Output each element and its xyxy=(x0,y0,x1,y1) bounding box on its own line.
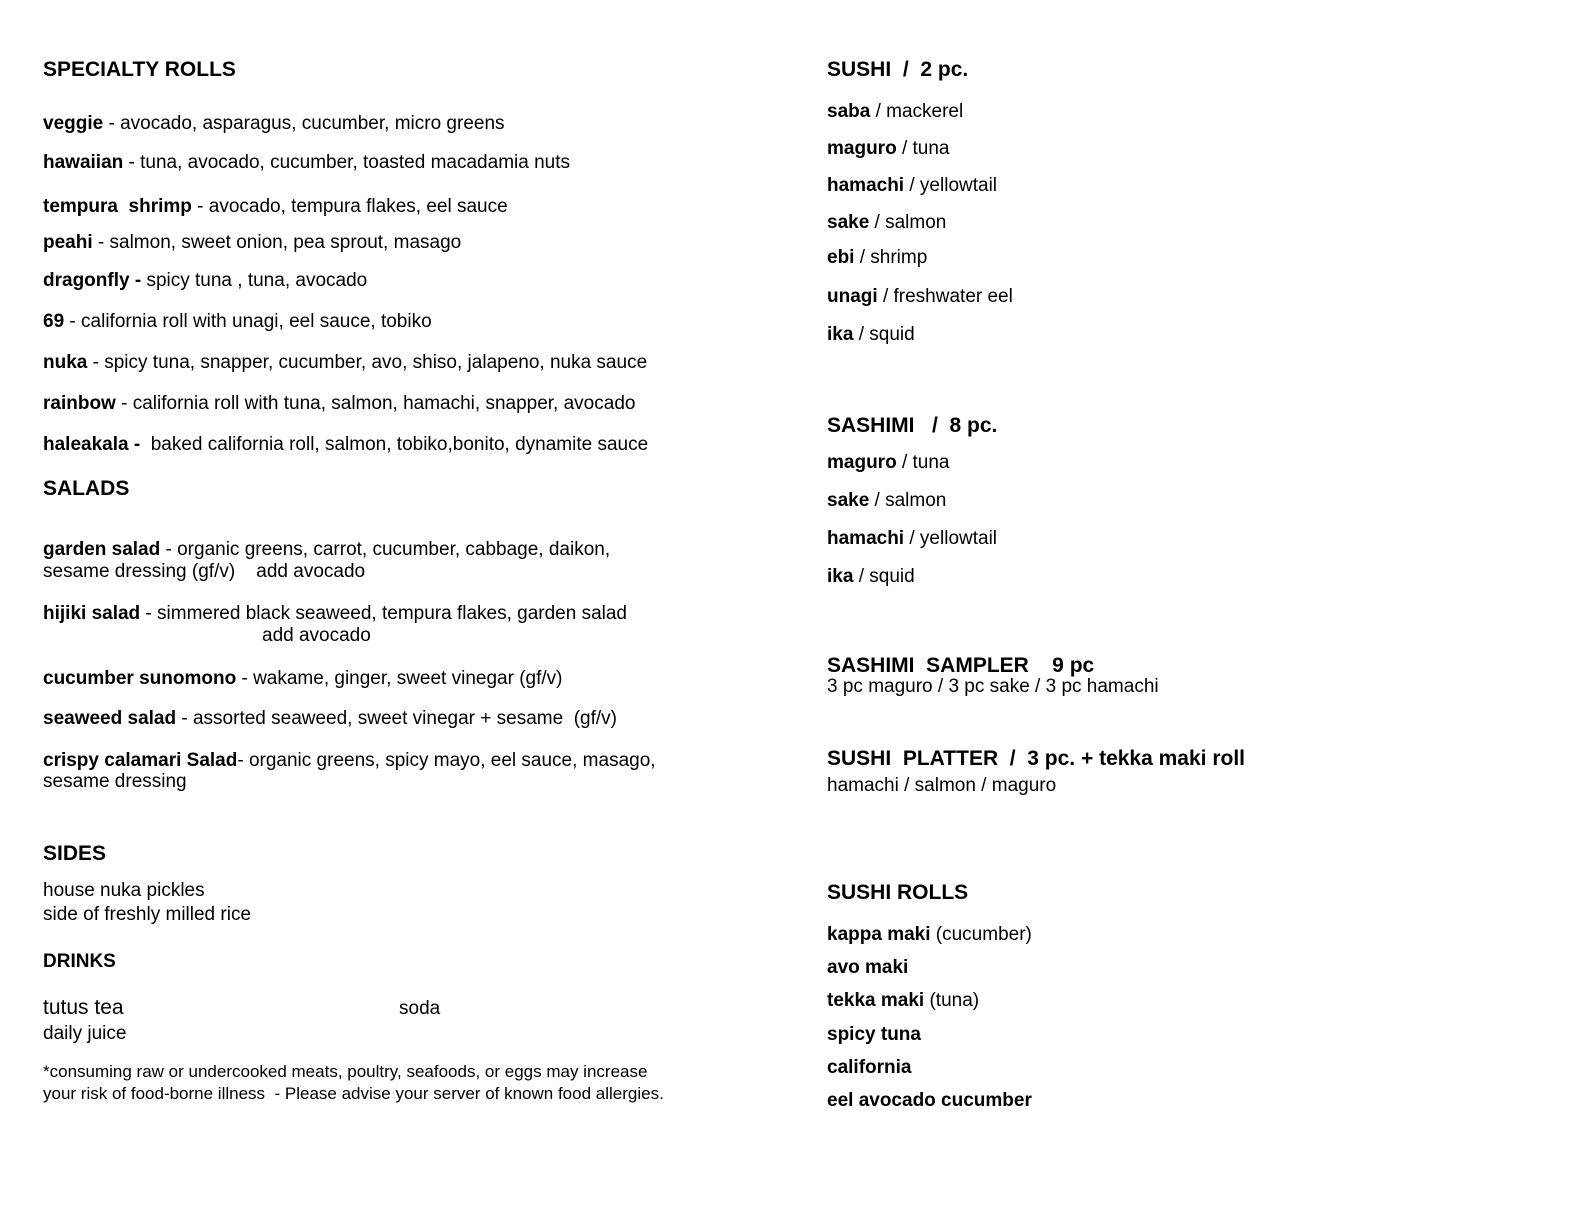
sushi-roll-spicy-tuna xyxy=(827,1024,921,1046)
drinks-heading: DRINKS xyxy=(43,951,116,972)
item-name: dragonfly - xyxy=(43,270,142,291)
item-desc: - organic greens, carrot, cucumber, cabbage, daikon, xyxy=(160,539,611,560)
drink-daily-juice: daily juice xyxy=(43,1023,127,1044)
item-desc: / shrimp xyxy=(854,247,928,268)
menu-item-garden-salad xyxy=(43,539,610,561)
item-desc: (tuna) xyxy=(924,990,980,1011)
item-desc: / salmon xyxy=(869,212,947,233)
sushi-item-ika xyxy=(827,324,915,346)
item-name: haleakala - xyxy=(43,434,141,455)
sushi-item-maguro xyxy=(827,138,950,160)
item-name: maguro xyxy=(827,138,897,159)
side-item: house nuka pickles xyxy=(43,880,205,901)
sushi-roll-avo-maki xyxy=(827,957,908,979)
item-desc: - simmered black seaweed, tempura flakes, garden salad xyxy=(140,603,628,624)
sushi-roll-kappa-maki xyxy=(827,924,1032,946)
item-name: saba xyxy=(827,101,871,122)
sushi-item-ebi xyxy=(827,247,927,269)
item-desc: spicy tuna , tuna, avocado xyxy=(141,270,368,291)
menu-item-dragonfly xyxy=(43,270,367,292)
item-name: california xyxy=(827,1057,912,1078)
menu-item-hawaiian xyxy=(43,152,570,174)
sushi-item-saba xyxy=(827,101,963,123)
item-desc: - wakame, ginger, sweet vinegar (gf/v) xyxy=(236,668,563,689)
item-name: ebi xyxy=(827,247,855,268)
item-name: hamachi xyxy=(827,175,905,196)
item-name: nuka xyxy=(43,352,88,373)
item-name: sake xyxy=(827,490,870,511)
item-name: rainbow xyxy=(43,393,116,414)
item-name: hawaiian xyxy=(43,152,124,173)
item-name: maguro xyxy=(827,452,897,473)
menu-item-crispy-calamari-salad xyxy=(43,750,656,772)
item-name: ika xyxy=(827,324,854,345)
item-name: ika xyxy=(827,566,854,587)
item-desc: (cucumber) xyxy=(930,924,1032,945)
sashimi-item-hamachi xyxy=(827,528,997,550)
item-name: avo maki xyxy=(827,957,909,978)
sushi-platter-desc: hamachi / salmon / maguro xyxy=(827,775,1057,796)
menu-item-peahi xyxy=(43,232,461,254)
item-desc: / mackerel xyxy=(870,101,964,122)
sushi-heading: SUSHI / 2 pc. xyxy=(827,58,969,81)
item-name: hamachi xyxy=(827,528,905,549)
drink-soda: soda xyxy=(399,998,441,1019)
menu-item-cucumber-sunomono xyxy=(43,668,563,690)
item-name: cucumber sunomono xyxy=(43,668,237,689)
item-name: veggie xyxy=(43,113,104,134)
item-name: sake xyxy=(827,212,870,233)
disclaimer-line1: *consuming raw or undercooked meats, poultry, seafoods, or eggs may increase xyxy=(43,1062,648,1081)
sushi-roll-eel-avocado-cucumber xyxy=(827,1090,1032,1112)
item-desc: - avocado, asparagus, cucumber, micro greens xyxy=(103,113,505,134)
menu-item-seaweed-salad xyxy=(43,708,617,730)
item-desc: - california roll with unagi, eel sauce, tobiko xyxy=(64,311,432,332)
item-desc: - assorted seaweed, sweet vinegar + sesame (gf/v) xyxy=(176,708,617,729)
menu-item-veggie xyxy=(43,113,505,135)
sashimi-sampler-heading: SASHIMI SAMPLER 9 pc xyxy=(827,654,1095,677)
item-desc: / tuna xyxy=(896,138,950,159)
item-name: 69 xyxy=(43,311,65,332)
item-desc: - spicy tuna, snapper, cucumber, avo, shiso, jalapeno, nuka sauce xyxy=(87,352,648,373)
item-desc: - organic greens, spicy mayo, eel sauce, masago, xyxy=(237,750,656,771)
item-desc: - salmon, sweet onion, pea sprout, masago xyxy=(92,232,462,253)
item-name: kappa maki xyxy=(827,924,931,945)
item-name: tekka maki xyxy=(827,990,925,1011)
specialty-rolls-heading: SPECIALTY ROLLS xyxy=(43,58,236,81)
sashimi-item-maguro xyxy=(827,452,950,474)
sushi-roll-california xyxy=(827,1057,911,1079)
item-name: seaweed salad xyxy=(43,708,177,729)
sides-heading: SIDES xyxy=(43,842,107,865)
item-name: eel avocado cucumber xyxy=(827,1090,1032,1111)
menu-item-crispy-calamari-salad-line2: sesame dressing xyxy=(43,771,187,792)
item-name: garden salad xyxy=(43,539,161,560)
item-desc: / yellowtail xyxy=(904,175,998,196)
sushi-item-unagi xyxy=(827,286,1013,308)
sushi-rolls-heading: SUSHI ROLLS xyxy=(827,881,969,904)
sushi-roll-tekka-maki xyxy=(827,990,979,1012)
item-desc: / squid xyxy=(853,566,915,587)
item-name: hijiki salad xyxy=(43,603,141,624)
menu-item-69 xyxy=(43,311,432,333)
item-name: peahi xyxy=(43,232,93,253)
item-desc: / squid xyxy=(853,324,915,345)
item-name: crispy calamari Salad xyxy=(43,750,238,771)
sashimi-sampler-desc: 3 pc maguro / 3 pc sake / 3 pc hamachi xyxy=(827,676,1159,697)
item-name: tempura shrimp xyxy=(43,196,192,217)
menu-item-garden-salad-line2: sesame dressing (gf/v) add avocado xyxy=(43,561,366,582)
item-name: unagi xyxy=(827,286,878,307)
salads-heading: SALADS xyxy=(43,477,130,500)
item-desc: / yellowtail xyxy=(904,528,998,549)
menu-item-hijiki-salad-line2: add avocado xyxy=(262,625,371,646)
side-item: side of freshly milled rice xyxy=(43,904,252,925)
sushi-item-sake xyxy=(827,212,946,234)
menu-item-tempura-shrimp xyxy=(43,196,508,218)
sushi-platter-heading: SUSHI PLATTER / 3 pc. + tekka maki roll xyxy=(827,747,1245,770)
sashimi-heading: SASHIMI / 8 pc. xyxy=(827,414,998,437)
menu-item-hijiki-salad xyxy=(43,603,627,625)
disclaimer-line2: your risk of food-borne illness - Please advise your server of known food allergies. xyxy=(43,1084,664,1103)
sashimi-item-sake xyxy=(827,490,946,512)
item-desc: / tuna xyxy=(896,452,950,473)
menu-item-haleakala xyxy=(43,434,648,456)
menu-item-rainbow xyxy=(43,393,635,415)
item-name: spicy tuna xyxy=(827,1024,921,1045)
sushi-item-hamachi xyxy=(827,175,997,197)
item-desc: - avocado, tempura flakes, eel sauce xyxy=(191,196,508,217)
menu-item-nuka xyxy=(43,352,647,374)
item-desc: - california roll with tuna, salmon, hamachi, snapper, avocado xyxy=(115,393,636,414)
item-desc: / freshwater eel xyxy=(877,286,1013,307)
item-desc: baked california roll, salmon, tobiko,bonito, dynamite sauce xyxy=(140,434,649,455)
item-desc: / salmon xyxy=(869,490,947,511)
drink-tutus-tea: tutus tea xyxy=(43,996,124,1019)
item-desc: - tuna, avocado, cucumber, toasted macadamia nuts xyxy=(123,152,571,173)
sashimi-item-ika xyxy=(827,566,915,588)
